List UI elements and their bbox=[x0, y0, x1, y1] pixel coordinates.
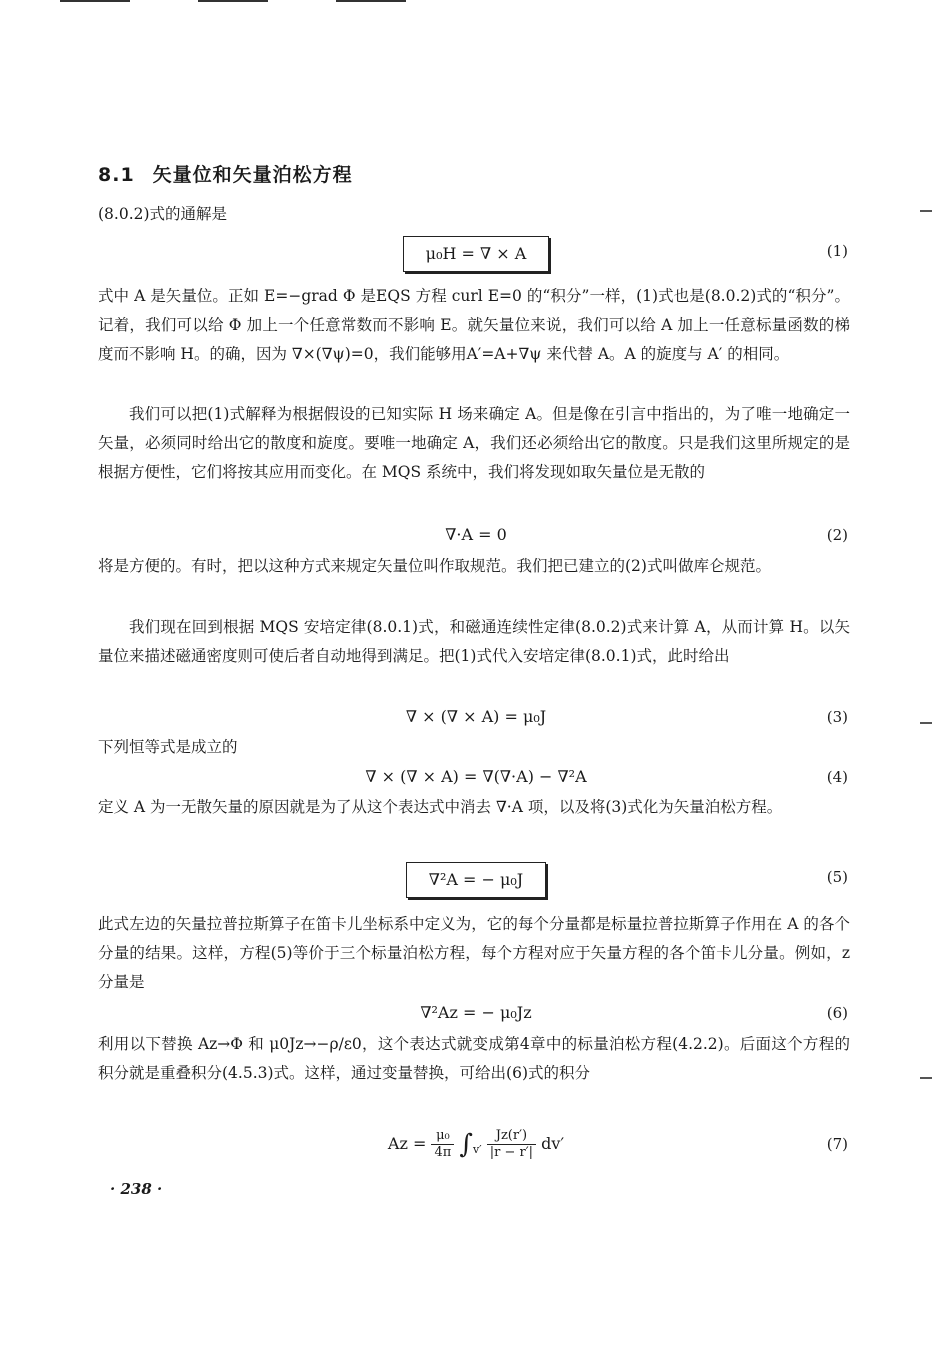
equation-5 bbox=[0, 862, 952, 892]
equation-7-domain: v′ bbox=[472, 1143, 482, 1157]
paragraph-divergence: 我们可以把(1)式解释为根据假设的已知实际 H 场来确定 A。但是像在引言中指出的，为了唯一地确定一矢量，必须同时给出它的散度和旋度。要唯一地确定 A，我们还必须给出它的散度。只是我们这里所规定的是根据方便性，它们将按其应用而变化。在 MQS 系统中，我们将发现如取矢量位是无散的 bbox=[98, 405, 850, 481]
equation-5-number: (5) bbox=[826, 868, 848, 886]
equation-3-number: (3) bbox=[826, 708, 848, 726]
edge-mark-2 bbox=[920, 722, 932, 724]
top-rule-2 bbox=[198, 0, 268, 2]
paragraph-substitution: 利用以下替换 Az→Φ 和 μ0Jz→−ρ/ε0，这个表达式就变成第4章中的标量泊松方程(4.2.2)。后面这个方程的积分就是重叠积分(4.5.3)式。这样，通过变量替换，可给出(6)式的积分 bbox=[98, 1035, 850, 1082]
paragraph-vector-potential: 式中 A 是矢量位。正如 E=−grad Φ 是EQS 方程 curl E=0 的“积分”一样，(1)式也是(8.0.2)式的“积分”。记着，我们可以给 Φ 加上一个任意常数而不影响 E。就矢量位来说，我们可以给 A 加上一任意标量函数的梯度而不影响 H。的确，因为 ∇×(∇ψ)=0，我们能够用A′=A+∇ψ 来代替 A。A 的旋度与 A′ 的相同。 bbox=[98, 287, 850, 363]
equation-6-number: (6) bbox=[826, 1004, 848, 1022]
equation-7-number: (7) bbox=[826, 1135, 848, 1153]
equation-1-box: μ₀H = ∇ × A bbox=[403, 236, 550, 272]
equation-7-differential: dv′ bbox=[541, 1134, 565, 1153]
equation-1-number: (1) bbox=[826, 242, 848, 260]
equation-7-integral-sign: ∫ bbox=[459, 1129, 473, 1160]
section-number: 8.1 bbox=[98, 164, 135, 186]
equation-7-integrand bbox=[487, 1128, 536, 1161]
equation-7-coef-den: 4π bbox=[434, 1145, 452, 1160]
equation-1 bbox=[0, 236, 952, 266]
paragraph-divergence-free: 定义 A 为一无散矢量的原因就是为了从这个表达式中消去 ∇·A 项，以及将(3)式化为矢量泊松方程。 bbox=[98, 798, 783, 816]
equation-2-body: ∇·A = 0 bbox=[445, 525, 507, 544]
top-rule-3 bbox=[336, 0, 406, 2]
equation-7-integrand-den: |r − r′| bbox=[489, 1145, 534, 1160]
paragraph-coulomb-gauge: 将是方便的。有时，把以这种方式来规定矢量位叫作取规范。我们把已建立的(2)式叫做库仑规范。 bbox=[98, 557, 771, 575]
top-rule-1 bbox=[60, 0, 130, 2]
equation-2-number: (2) bbox=[826, 526, 848, 544]
equation-7-lhs: Az = bbox=[387, 1134, 427, 1153]
paragraph-intro: (8.0.2)式的通解是 bbox=[98, 205, 228, 223]
equation-5-box: ∇²A = − μ₀J bbox=[406, 862, 546, 898]
equation-4-body: ∇ × (∇ × A) = ∇(∇·A) − ∇²A bbox=[365, 767, 587, 786]
page-number: · 238 · bbox=[110, 1180, 163, 1198]
equation-3 bbox=[0, 702, 952, 732]
section-heading bbox=[98, 160, 353, 187]
edge-mark-1 bbox=[920, 210, 932, 212]
equation-7-coef-num: μ₀ bbox=[431, 1128, 454, 1145]
equation-6 bbox=[0, 998, 952, 1028]
paragraph-ampere: 我们现在回到根据 MQS 安培定律(8.0.1)式，和磁通连续性定律(8.0.2)式来计算 A，从而计算 H。以矢量位来描述磁通密度则可使后者自动地得到满足。把(1)式代入安培定律(8.0.1)式，此时给出 bbox=[98, 618, 850, 665]
equation-7-integrand-num: Jz(r′) bbox=[487, 1128, 536, 1145]
equation-4 bbox=[0, 762, 952, 792]
equation-3-body: ∇ × (∇ × A) = μ₀J bbox=[405, 707, 547, 726]
section-title: 矢量位和矢量泊松方程 bbox=[152, 164, 353, 186]
paragraph-laplacian: 此式左边的矢量拉普拉斯算子在笛卡儿坐标系中定义为，它的每个分量都是标量拉普拉斯算子作用在 A 的各个分量的结果。这样，方程(5)等价于三个标量泊松方程，每个方程对应于矢量方程的各个笛卡儿分量。例如，z 分量是 bbox=[98, 915, 850, 991]
equation-4-number: (4) bbox=[826, 768, 848, 786]
edge-mark-3 bbox=[920, 1077, 932, 1079]
equation-7-coefficient bbox=[431, 1128, 454, 1161]
paragraph-identity: 下列恒等式是成立的 bbox=[98, 738, 238, 756]
equation-7 bbox=[0, 1122, 952, 1166]
equation-6-body: ∇²Az = − μ₀Jz bbox=[420, 1003, 532, 1022]
equation-2 bbox=[0, 520, 952, 550]
